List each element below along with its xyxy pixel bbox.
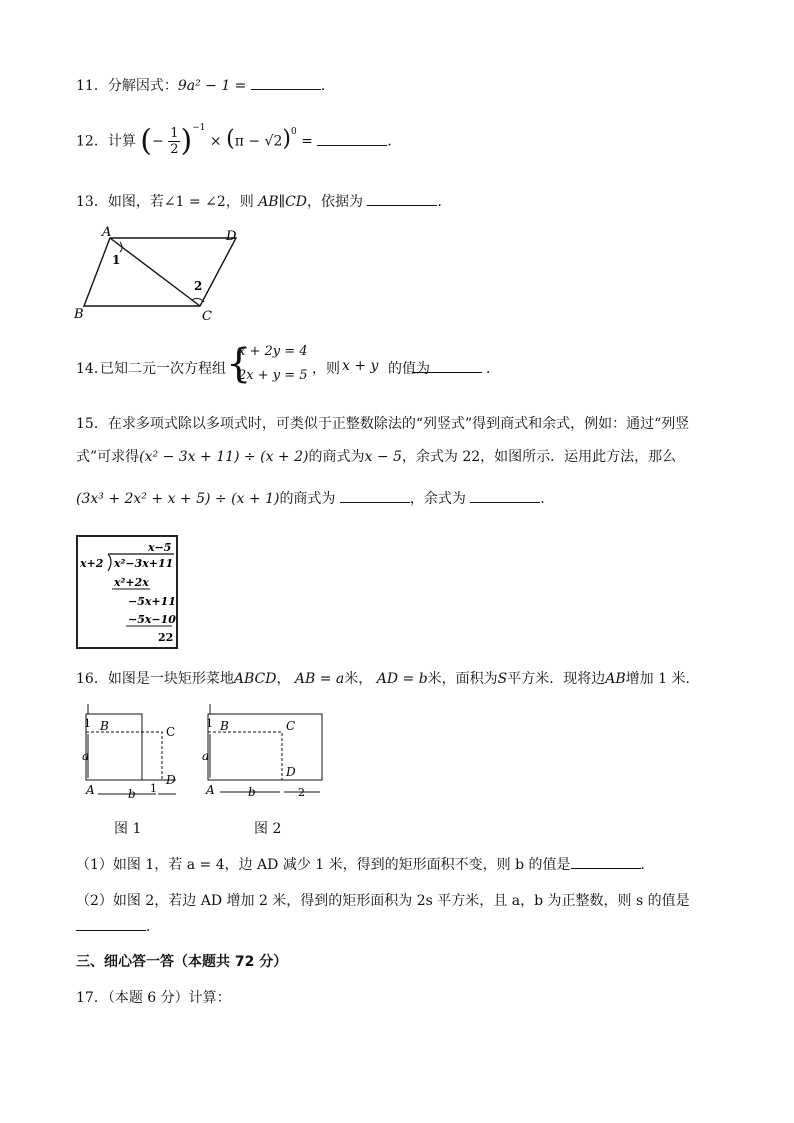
parallelogram-shape bbox=[84, 238, 236, 306]
fig2-label-A: A bbox=[206, 783, 215, 797]
fig2-dashed-rect bbox=[208, 732, 282, 780]
q15-line2-expression: (x² − 3x + 11) ÷ (x + 2) bbox=[139, 449, 309, 465]
fig2-label-D: D bbox=[286, 765, 296, 779]
q16-sub1 bbox=[76, 854, 655, 874]
q16-abcd: ABCD bbox=[233, 671, 277, 687]
q16-ab2: AB bbox=[605, 671, 626, 687]
q16-sub1-blank[interactable] bbox=[571, 854, 641, 869]
q12-period: ． bbox=[387, 133, 402, 150]
q12-frac-den: 2 bbox=[170, 142, 179, 157]
q12-paren-close: ) bbox=[180, 123, 193, 159]
division-step3: −5x−10 bbox=[128, 613, 176, 626]
diagonal-ac bbox=[110, 238, 203, 306]
fig2-label-one-top: 1 bbox=[206, 717, 213, 730]
q16-ab-eq: AB = a bbox=[294, 671, 345, 687]
q12-text: 计算 bbox=[107, 133, 136, 150]
q14-text-pre: 已知二元一次方程组 bbox=[100, 361, 226, 377]
q12-number: 12． bbox=[76, 133, 108, 150]
q15-line2-quotient: x − 5 bbox=[364, 449, 402, 465]
q15-line3-a: 的商式为 bbox=[279, 491, 336, 507]
division-quotient: x−5 bbox=[148, 541, 172, 554]
q16-text-end: 平方米．现将边 bbox=[507, 671, 606, 687]
fig2-label-C: C bbox=[286, 719, 296, 733]
fig1-label-one-right: 1 bbox=[150, 782, 157, 795]
section-3-title: 三、细心答一答（本题共 72 分） bbox=[76, 954, 288, 970]
fig1-label-C: C bbox=[166, 725, 176, 739]
question-13 bbox=[76, 191, 451, 211]
q16-figure-2 bbox=[198, 700, 330, 804]
q15-line3-b: ，余式为 bbox=[409, 491, 466, 507]
q16-number: 16． bbox=[76, 671, 108, 687]
q13-answer-blank[interactable] bbox=[367, 191, 437, 206]
q12-frac-num: 1 bbox=[170, 126, 179, 141]
q16-s: S bbox=[497, 671, 508, 687]
q15-line2-b: 的商式为 bbox=[308, 449, 365, 465]
q15-line2-a: 式”可求得 bbox=[76, 449, 140, 465]
division-dividend: x²−3x+11 bbox=[114, 557, 174, 570]
q13-period: ． bbox=[437, 194, 452, 210]
fig1-label-one-top: 1 bbox=[84, 717, 91, 730]
fig2-caption: 图 2 bbox=[254, 821, 282, 837]
q16-ad-eq: AD = b bbox=[376, 671, 428, 687]
q13-number: 13． bbox=[76, 194, 108, 210]
q13-text-post: ，依据为 bbox=[307, 194, 363, 210]
q16-sub2-answer-line bbox=[76, 916, 160, 936]
label-angle-1: 1 bbox=[112, 253, 121, 267]
q12-fraction bbox=[168, 126, 180, 157]
question-11 bbox=[76, 75, 335, 95]
q13-text-pre: 如图，若∠1 = ∠2，则 bbox=[107, 194, 254, 210]
division-bracket bbox=[108, 554, 111, 571]
q16-text-end2: 增加 1 米． bbox=[625, 671, 700, 687]
q15-period: ． bbox=[540, 491, 555, 507]
q11-answer-blank[interactable] bbox=[251, 75, 321, 90]
label-angle-2: 2 bbox=[194, 279, 203, 293]
q12-answer-blank[interactable] bbox=[317, 131, 387, 146]
q16-sub2-period: ． bbox=[146, 919, 160, 935]
fig2-label-two: 2 bbox=[298, 786, 305, 799]
question-15-line3 bbox=[76, 488, 554, 508]
q14-period: ． bbox=[486, 361, 500, 377]
q14-number: 14． bbox=[76, 361, 108, 377]
q15-number: 15． bbox=[76, 416, 108, 432]
label-c: C bbox=[202, 309, 212, 324]
q12-equals: = bbox=[301, 133, 313, 150]
question-16: 16．如图是一块矩形菜地ABCD， AB = a米， AD = b米，面积为S平方米．现将边AB增加 1 米． bbox=[76, 671, 700, 687]
q12-paren-open: ( bbox=[140, 123, 152, 159]
division-step2: −5x+11 bbox=[128, 595, 176, 608]
q14-text-mid: ，则 bbox=[312, 361, 340, 377]
q13-ab: AB bbox=[258, 194, 279, 210]
q14-text-post: 的值为 bbox=[388, 361, 430, 377]
q16-mi2: 米，面积为 bbox=[427, 671, 498, 687]
q15-quotient-blank[interactable] bbox=[340, 488, 410, 503]
q14-answer-blank[interactable] bbox=[412, 358, 482, 373]
q12-times: × bbox=[209, 133, 222, 150]
q12-exponent-neg1: −1 bbox=[192, 122, 206, 133]
q16-sub1-text: （1）如图 1，若 a = 4，边 AD 减少 1 米，得到的矩形面积不变，则 b 的值是 bbox=[76, 857, 571, 873]
q16-sub1-period: ． bbox=[640, 857, 655, 873]
question-15-line1 bbox=[76, 413, 689, 433]
question-15-line2 bbox=[76, 446, 676, 466]
q13-cd: CD bbox=[285, 194, 307, 210]
q16-figure-1 bbox=[72, 700, 192, 804]
long-division-figure bbox=[76, 535, 178, 649]
fig1-caption: 图 1 bbox=[114, 821, 142, 837]
q14-eq2: 2x + y = 5 bbox=[238, 368, 308, 383]
q13-parallelogram-figure bbox=[70, 222, 250, 326]
q14-eq1: x + 2y = 4 bbox=[238, 344, 308, 359]
q16-sub2-text: （2）如图 2，若边 AD 增加 2 米，得到的矩形面积为 2s 平方米，且 a，b 为正整数，则 s 的值是 bbox=[76, 893, 690, 909]
fig1-dashed-rect bbox=[86, 732, 162, 780]
question-17: 17．（本题 6 分）计算： bbox=[76, 990, 231, 1006]
q16-sub2-blank[interactable] bbox=[76, 916, 146, 931]
q15-line1: 在求多项式除以多项式时，可类似于正整数除法的“列竖式”得到商式和余式，例如：通过“列竖 bbox=[107, 416, 690, 432]
q14-xy: x + y bbox=[342, 358, 379, 374]
division-step1: x²+2x bbox=[114, 576, 149, 589]
q16-mi1: 米， bbox=[344, 671, 373, 687]
division-divisor: x+2 bbox=[80, 557, 104, 570]
q12-exponent-0: 0 bbox=[290, 126, 297, 137]
q13-parallel: ∥ bbox=[278, 194, 286, 210]
fig1-label-b: b bbox=[128, 787, 136, 801]
fig1-label-a: a bbox=[82, 749, 90, 763]
fig2-label-B: B bbox=[220, 719, 229, 733]
fig2-label-a: a bbox=[202, 749, 210, 763]
q16-sub2 bbox=[76, 890, 690, 910]
q12-minus: − bbox=[152, 133, 164, 150]
label-b: B bbox=[74, 307, 84, 322]
fig2-label-b: b bbox=[248, 785, 256, 799]
q15-line3-expression: (3x³ + 2x² + x + 5) ÷ (x + 1) bbox=[76, 491, 280, 507]
q11-number: 11． bbox=[76, 78, 108, 94]
q11-expression: 9a² − 1 = bbox=[177, 78, 247, 94]
division-remainder: 22 bbox=[158, 631, 174, 644]
question-12: 12．计算 (− $\frac{1}{2}$ )$^{-1} \times (\pi - √2)^0$ = ． bbox=[76, 122, 402, 159]
fig1-outer-rect bbox=[86, 714, 142, 780]
fig1-label-A: A bbox=[86, 783, 95, 797]
q12-inner: π − √2 bbox=[234, 133, 283, 150]
q11-text: 分解因式： bbox=[107, 78, 178, 94]
label-d: D bbox=[226, 229, 237, 244]
fig1-label-B: B bbox=[100, 719, 109, 733]
q15-line2-c: ，余式为 22，如图所示．运用此方法，那么 bbox=[401, 449, 677, 465]
label-a: A bbox=[102, 225, 112, 240]
q15-remainder-blank[interactable] bbox=[470, 488, 540, 503]
fig1-label-D: D bbox=[166, 773, 176, 787]
q16-text: 如图是一块矩形菜地 bbox=[107, 671, 234, 687]
long-division-svg bbox=[78, 537, 176, 647]
q14-brace: { bbox=[226, 341, 252, 387]
q11-period: ． bbox=[320, 78, 335, 94]
